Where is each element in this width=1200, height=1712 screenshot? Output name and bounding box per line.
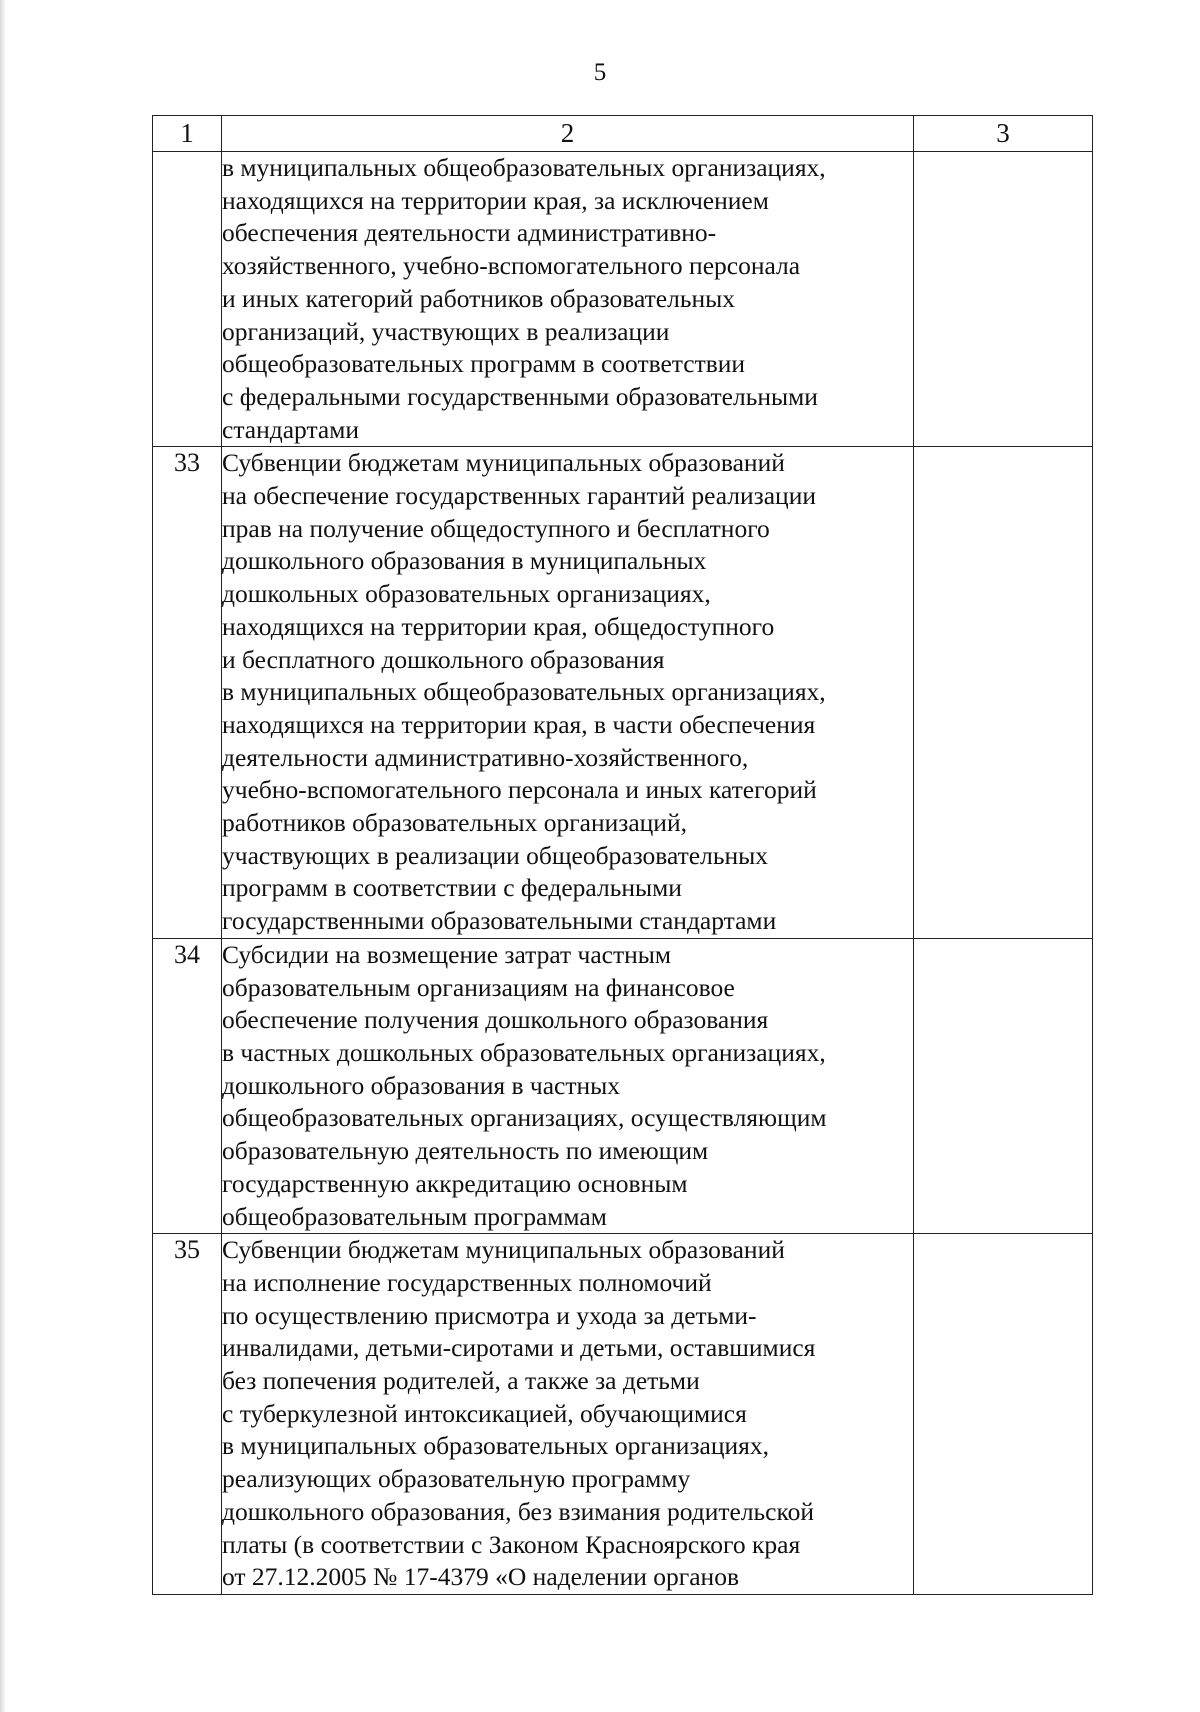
description-line: без попечения родителей, а также за детьми: [222, 1366, 700, 1396]
row-number-cell: 34: [153, 938, 222, 1233]
description-line: дошкольных образовательных организациях,: [222, 579, 711, 609]
description-line: по осуществлению присмотра и ухода за детьми-: [222, 1300, 757, 1330]
row-col3-cell: [914, 447, 1093, 939]
row-number-cell: 35: [153, 1234, 222, 1595]
row-description-cell: [222, 1234, 914, 1595]
row-col3-cell: [914, 938, 1093, 1233]
table-row: [153, 447, 1093, 939]
description-line: хозяйственного, учебно-вспомогательного персонала: [222, 251, 801, 281]
description-line: в частных дошкольных образовательных организациях,: [222, 1037, 826, 1067]
description-line: Субвенции бюджетам муниципальных образований: [222, 1235, 785, 1265]
description-line: в муниципальных образовательных организациях,: [222, 1431, 769, 1461]
description-line: деятельности административно-хозяйственного,: [222, 742, 749, 772]
description-line: на исполнение государственных полномочий: [222, 1267, 712, 1297]
description-line: государственными образовательными стандартами: [222, 906, 777, 936]
description-line: обеспечение получения дошкольного образования: [222, 1005, 769, 1035]
description-line: с федеральными государственными образовательными: [222, 381, 818, 411]
description-line: общеобразовательным программам: [222, 1201, 607, 1231]
row-description-cell: [222, 152, 914, 447]
description-line: от 27.12.2005 № 17-4379 «О наделении органов: [222, 1562, 739, 1592]
description-line: образовательную деятельность по имеющим: [222, 1136, 709, 1166]
table-header-row: [153, 116, 1093, 152]
row-description-cell: [222, 938, 914, 1233]
description-line: программ в соответствии с федеральными: [222, 873, 682, 903]
table-row: [153, 152, 1093, 447]
description-line: стандартами: [222, 414, 360, 444]
description-line: реализующих образовательную программу: [222, 1464, 691, 1494]
description-line: учебно-вспомогательного персонала и иных категорий: [222, 775, 817, 805]
description-line: организаций, участвующих в реализации: [222, 316, 670, 346]
description-line: дошкольного образования, без взимания родительской: [222, 1496, 814, 1526]
description-line: на обеспечение государственных гарантий реализации: [222, 481, 816, 511]
description-line: находящихся на территории края, за исключением: [222, 185, 769, 215]
description-line: работников образовательных организаций,: [222, 808, 687, 838]
description-line: Субвенции бюджетам муниципальных образований: [222, 448, 785, 478]
page-number: 5: [593, 59, 607, 86]
description-line: Субсидии на возмещение затрат частным: [222, 939, 672, 969]
table-body: [153, 152, 1093, 1595]
row-number-cell: 33: [153, 447, 222, 939]
description-line: дошкольного образования в частных: [222, 1070, 621, 1100]
description-line: общеобразовательных программ в соответствии: [222, 349, 746, 379]
description-line: образовательным организациям на финансовое: [222, 972, 735, 1002]
description-line: дошкольного образования в муниципальных: [222, 546, 707, 576]
row-description-cell: [222, 447, 914, 939]
description-line: платы (в соответствии с Законом Красноярского края: [222, 1529, 801, 1559]
description-line: обеспечения деятельности административно-: [222, 218, 717, 248]
description-line: и иных категорий работников образовательных: [222, 283, 736, 313]
table-row: [153, 938, 1093, 1233]
description-line: государственную аккредитацию основным: [222, 1168, 688, 1198]
description-line: находящихся на территории края, в части обеспечения: [222, 709, 816, 739]
header-col-2: 2: [222, 116, 914, 152]
description-line: с туберкулезной интоксикацией, обучающимися: [222, 1398, 747, 1428]
description-line: и бесплатного дошкольного образования: [222, 644, 665, 674]
header-col-1: 1: [153, 116, 222, 152]
description-line: находящихся на территории края, общедоступного: [222, 611, 775, 641]
description-line: инвалидами, детьми-сиротами и детьми, оставшимися: [222, 1333, 816, 1363]
scan-edge-shadow: [0, 0, 6, 1712]
description-line: общеобразовательных организациях, осуществляющим: [222, 1103, 827, 1133]
description-line: в муниципальных общеобразовательных организациях,: [222, 153, 826, 182]
table-row: [153, 1234, 1093, 1595]
description-line: участвующих в реализации общеобразовательных: [222, 840, 768, 870]
row-col3-cell: [914, 1234, 1093, 1595]
row-number-cell: [153, 152, 222, 447]
row-col3-cell: [914, 152, 1093, 447]
budget-table: [152, 115, 1093, 1595]
description-line: в муниципальных общеобразовательных организациях,: [222, 677, 826, 707]
description-line: прав на получение общедоступного и бесплатного: [222, 513, 770, 543]
header-col-3: 3: [914, 116, 1093, 152]
